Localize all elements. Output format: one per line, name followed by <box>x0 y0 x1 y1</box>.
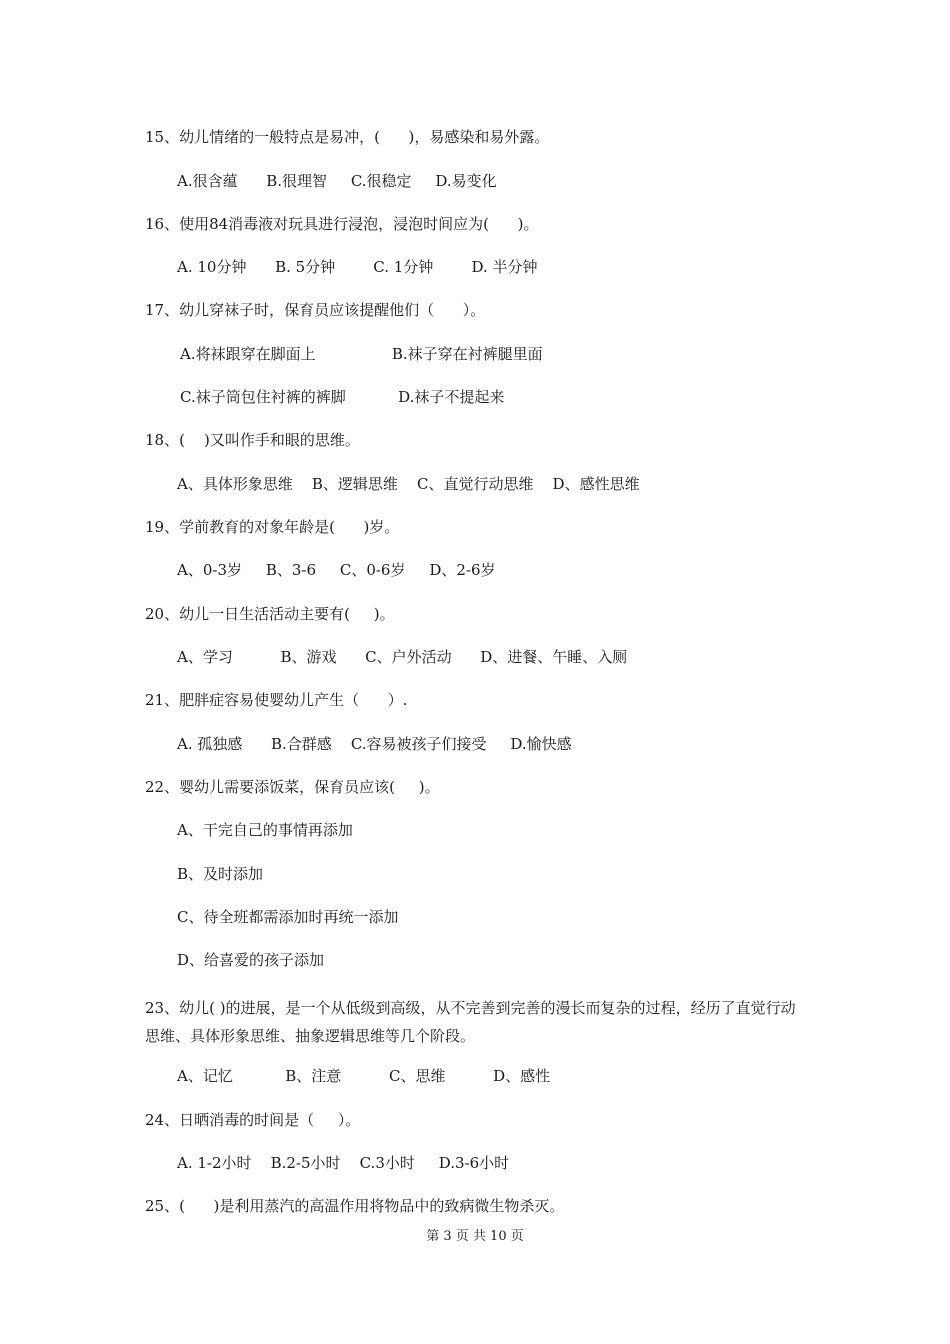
option-22-b: B、及时添加 <box>177 865 264 883</box>
options-23: A、记忆 B、注意 C、思维 D、感性 <box>177 1067 551 1085</box>
options-17-ab: A.将袜跟穿在脚面上 B.袜子穿在衬裤腿里面 <box>180 345 543 363</box>
question-24: 24、日晒消毒的时间是（ ）。 <box>145 1111 361 1129</box>
question-22: 22、婴幼儿需要添饭菜，保育员应该( )。 <box>145 778 440 796</box>
options-18: A、具体形象思维 B、逻辑思维 C、直觉行动思维 D、感性思维 <box>177 475 640 493</box>
option-22-c: C、待全班都需添加时再统一添加 <box>177 908 399 926</box>
question-18: 18、( )又叫作手和眼的思维。 <box>145 431 360 449</box>
question-19: 19、学前教育的对象年龄是( )岁。 <box>145 518 400 536</box>
options-17-cd: C.袜子筒包住衬裤的裤脚 D.袜子不提起来 <box>180 388 505 406</box>
question-23: 23、幼儿( )的进展，是一个从低级到高级，从不完善到完善的漫长而复杂的过程，经历了直觉行动思维、具体形象思维、抽象逻辑思维等几个阶段。 <box>145 999 796 1045</box>
question-15: 15、幼儿情绪的一般特点是易冲，( )，易感染和易外露。 <box>145 128 550 146</box>
options-19: A、0-3岁 B、3-6 C、0-6岁 D、2-6岁 <box>177 561 496 579</box>
options-15: A.很含蕴 B.很理智 C.很稳定 D.易变化 <box>177 172 497 190</box>
question-17: 17、幼儿穿袜子时，保育员应该提醒他们（ ）。 <box>145 301 486 319</box>
question-20: 20、幼儿一日生活活动主要有( )。 <box>145 605 395 623</box>
option-22-a: A、干完自己的事情再添加 <box>177 821 353 839</box>
options-24: A. 1-2小时 B.2-5小时 C.3小时 D.3-6小时 <box>177 1154 510 1172</box>
option-22-d: D、给喜爱的孩子添加 <box>177 951 325 969</box>
question-21: 21、肥胖症容易使婴幼儿产生（ ）. <box>145 691 408 709</box>
options-16: A. 10分钟 B. 5分钟 C. 1分钟 D. 半分钟 <box>177 258 538 276</box>
page-footer: 第 3 页 共 10 页 <box>426 1229 524 1244</box>
question-16: 16、使用84消毒液对玩具进行浸泡，浸泡时间应为( )。 <box>145 215 539 233</box>
options-21: A. 孤独感 B.合群感 C.容易被孩子们接受 D.愉快感 <box>177 735 572 753</box>
question-25: 25、( )是利用蒸汽的高温作用将物品中的致病微生物杀灭。 <box>145 1197 565 1215</box>
options-20: A、学习 B、游戏 C、户外活动 D、进餐、午睡、入厕 <box>177 648 628 666</box>
